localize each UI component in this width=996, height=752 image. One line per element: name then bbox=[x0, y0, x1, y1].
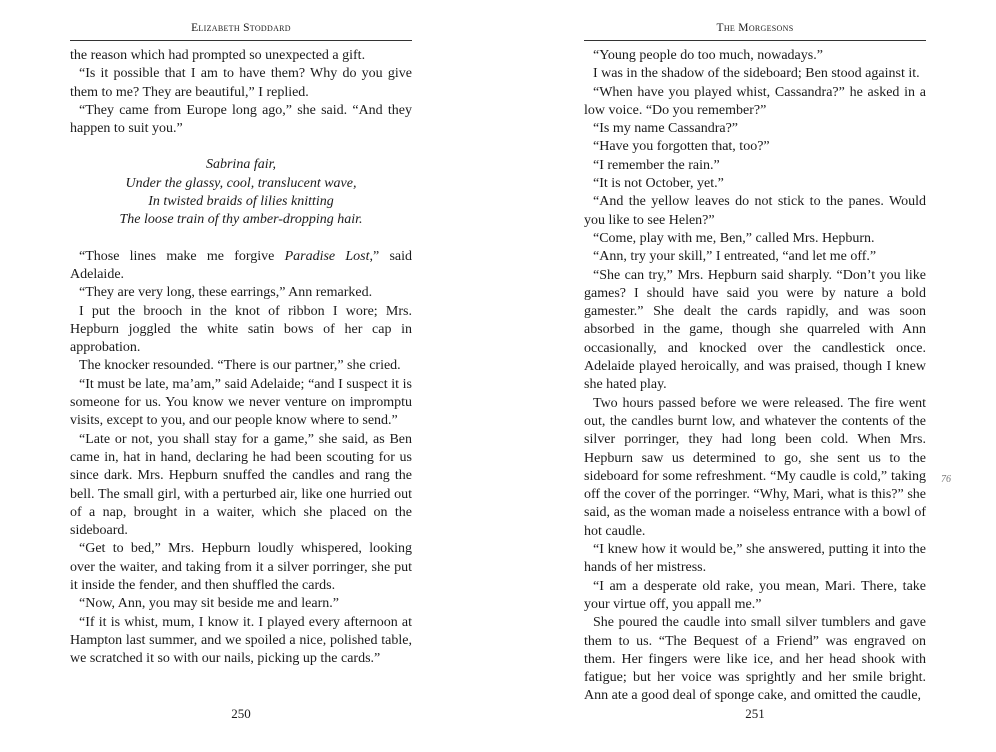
right-header-rule bbox=[584, 40, 926, 41]
paragraph: “Ann, try your skill,” I entreated, “and let me off.” bbox=[593, 249, 877, 265]
right-page-number: 251 bbox=[745, 706, 765, 721]
paragraph: “I remember the rain.” bbox=[593, 157, 720, 173]
verse-line: In twisted braids of lilies knitting bbox=[148, 194, 334, 210]
verse-block bbox=[70, 156, 412, 229]
paragraph: “When have you played whist, Cassandra?” he asked in a low voice. “Do you remember?” bbox=[584, 84, 926, 118]
paragraph: “Get to bed,” Mrs. Hepburn loudly whispered, looking over the waiter, and taking from it a silver porringer, she put it inside the fender, and then shuffled the cards. bbox=[70, 541, 412, 594]
paragraph-text: “Those lines make me forgive bbox=[79, 248, 285, 264]
paragraph: “She can try,” Mrs. Hepburn said sharply. “Don’t you like games? I should have said you were by nature a bold gamester.” She dealt the cards rapidly, and was soon absorbed in the game, though she quarreled with Ann occasionally, and knocked over the candlestick once. Adelaide played heroically, and was praised, though I knew she hated play. bbox=[584, 267, 926, 393]
paragraph: She poured the caudle into small silver tumblers and gave them to us. “The Bequest of a Friend” was engraved on them. Her fingers were like ice, and her head shook with fatigue; but her voice was sprightly and her smile bright. Ann ate a good deal of sponge cake, and omitted the caudle, bbox=[584, 615, 926, 704]
paragraph: I was in the shadow of the sideboard; Ben stood against it. bbox=[593, 66, 920, 82]
paragraph: “I knew how it would be,” she answered, putting it into the hands of her mistress. bbox=[584, 542, 926, 576]
paragraph-text: ,” said Adelaide. bbox=[70, 248, 412, 282]
paragraph: “It is not October, yet.” bbox=[593, 176, 724, 192]
paragraph: “It must be late, ma’am,” said Adelaide; “and I suspect it is someone for us. You know we never venture on impromptu visits, except to you, and our people know where to send.” bbox=[70, 376, 412, 429]
left-page-number: 250 bbox=[231, 706, 251, 721]
paragraph: “Come, play with me, Ben,” called Mrs. Hepburn. bbox=[593, 230, 875, 246]
paragraph: “Have you forgotten that, too?” bbox=[593, 139, 770, 155]
paragraph: “I am a desperate old rake, you mean, Mari. There, take your virtue off, you appall me.” bbox=[584, 578, 926, 612]
paragraph: “Now, Ann, you may sit beside me and learn.” bbox=[79, 596, 339, 612]
paragraph bbox=[70, 248, 412, 285]
paragraph: “Is it possible that I am to have them? Why do you give them to me? They are beautiful,” I replied. bbox=[70, 66, 412, 100]
right-running-head: The Morgesons bbox=[716, 22, 794, 34]
right-page bbox=[584, 0, 926, 752]
left-running-head: Elizabeth Stoddard bbox=[191, 22, 291, 34]
paragraph: “Is my name Cassandra?” bbox=[593, 121, 738, 137]
book-title: Paradise Lost bbox=[284, 248, 370, 264]
verse-line: Under the glassy, cool, translucent wave, bbox=[125, 175, 357, 191]
paragraph: “They are very long, these earrings,” Ann remarked. bbox=[79, 285, 373, 301]
paragraph: Two hours passed before we were released. The fire went out, the candles burnt low, and whatever the contents of the silver porringer, they had long been cold. When Mrs. Hepburn saw us determined to go, she sent us to the sideboard for some refreshment. “My caudle is cold,” taking off the cover of the porringer. “Why, Mari, what is this?” she said, as the woman made a noiseless entrance with a bowl of hot caudle. bbox=[584, 395, 926, 539]
right-page-body bbox=[584, 47, 926, 706]
left-page-body bbox=[70, 47, 412, 669]
left-header-rule bbox=[70, 40, 412, 41]
paragraph: the reason which had prompted so unexpected a gift. bbox=[70, 48, 366, 63]
verse-line: The loose train of thy amber-dropping hair. bbox=[119, 212, 363, 228]
paragraph: The knocker resounded. “There is our partner,” she cried. bbox=[79, 358, 401, 374]
paragraph: “Young people do too much, nowadays.” bbox=[593, 48, 823, 63]
paragraph: “They came from Europe long ago,” she said. “And they happen to suit you.” bbox=[70, 102, 412, 137]
paragraph: I put the brooch in the knot of ribbon I wore; Mrs. Hepburn joggled the white satin bows of her cap in approbation. bbox=[70, 303, 412, 356]
paragraph: “If it is whist, mum, I know it. I played every afternoon at Hampton last summer, and we spoiled a nice, polished table, we scratched it so with our nails, picking up the cards.” bbox=[70, 614, 412, 667]
paragraph: “And the yellow leaves do not stick to the panes. Would you like to see Helen?” bbox=[584, 194, 926, 228]
margin-note: 76 bbox=[941, 474, 951, 485]
left-page bbox=[70, 0, 412, 752]
verse-line: Sabrina fair, bbox=[205, 157, 276, 173]
paragraph: “Late or not, you shall stay for a game,” she said, as Ben came in, hat in hand, declaring he had been scouting for us since dark. Mrs. Hepburn snuffed the candles and rang the bell. The small girl, with a perturbed air, like one hurried out of a nap, brought in a waiter, which she placed on the sideboard. bbox=[70, 431, 412, 539]
